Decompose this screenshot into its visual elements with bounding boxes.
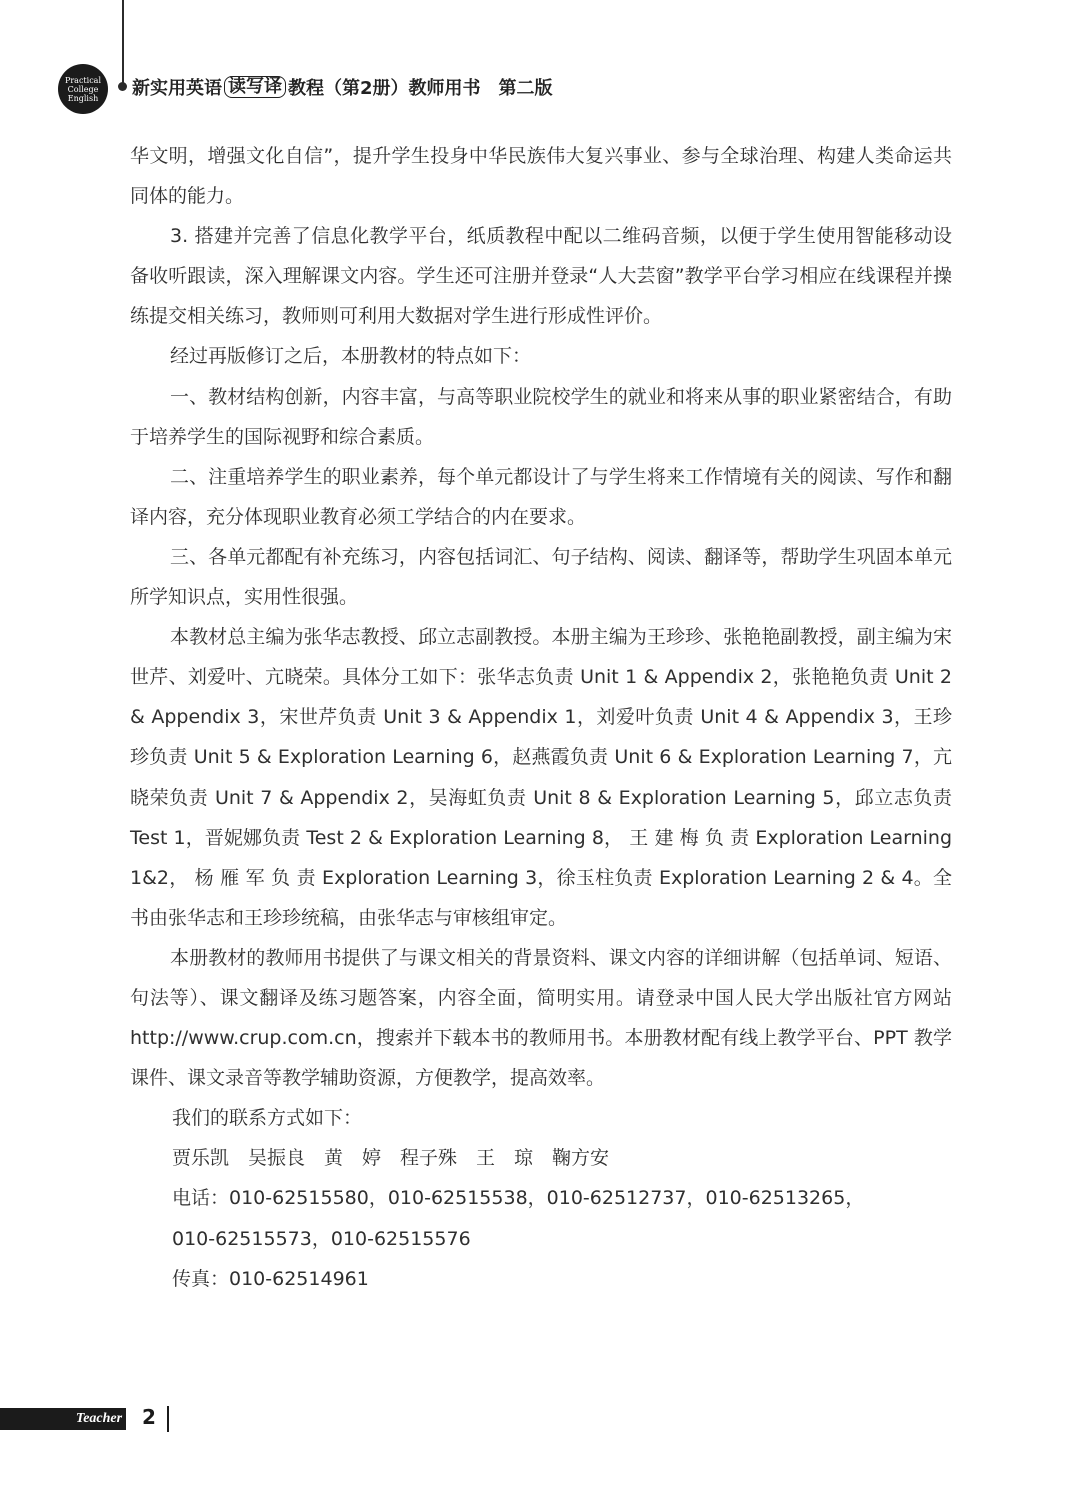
book-title (132, 74, 553, 100)
practical-college-english-logo (58, 64, 108, 114)
paragraph-platform: 3. 搭建并完善了信息化教学平台，纸质教程中配以二维码音频，以便于学生使用智能移动设备收听跟读，深入理解课文内容。学生还可注册并登录“人大芸窗”教学平台学习相应在线课程并操练提交相关练习，教师则可利用大数据对学生进行形成性评价。 (130, 225, 952, 328)
paragraph-feature-1: 一、教材结构创新，内容丰富，与高等职业院校学生的就业和将来从事的职业紧密结合，有助于培养学生的国际视野和综合素质。 (130, 385, 952, 448)
header-vertical-rule (122, 0, 124, 88)
contact-names: 贾乐凯 吴振良 黄 婷 程子殊 王 琼 鞠方安 (172, 1147, 610, 1170)
logo-line-2: College (67, 84, 99, 94)
paragraph-teacher-book: 本册教材的教师用书提供了与课文相关的背景资料、课文内容的详细讲解（包括单词、短语、句法等）、课文翻译及练习题答案，内容全面，简明实用。请登录中国人民大学出版社官方网站 http://www.crup.com.cn，搜索并下载本书的教师用书。本册教材配有线上教学平台、PPT 教学课件、课文录音等教学辅助资源，方便教学，提高效率。 (130, 946, 952, 1090)
paragraph-continuation: 华文明，增强文化自信”，提升学生投身中华民族伟大复兴事业、参与全球治理、构建人类命运共同体的能力。 (130, 145, 952, 208)
page-body (130, 136, 952, 1299)
book-title-suffix: 教程（第2册）教师用书 第二版 (288, 78, 553, 99)
page-number-separator (167, 1406, 169, 1432)
contact-intro: 我们的联系方式如下： (172, 1107, 363, 1130)
contact-phone-line-1: 电话：010-62515580，010-62515538，010-62512737，010-62513265， (172, 1187, 865, 1210)
header-bullet-dot (118, 82, 127, 91)
footer-label: Teacher (75, 1411, 123, 1426)
logo-line-1: Practical (64, 75, 102, 85)
paragraph-features-intro: 经过再版修订之后，本册教材的特点如下： (170, 345, 532, 368)
paragraph-feature-3: 三、各单元都配有补充练习，内容包括词汇、句子结构、阅读、翻译等，帮助学生巩固本单元所学知识点，实用性很强。 (130, 545, 952, 609)
book-title-boxed: 读写译 (224, 76, 286, 98)
contact-phone-line-2: 010-62515573，010-62515576 (172, 1227, 471, 1250)
logo-line-3: English (67, 93, 99, 103)
page-number: 2 (142, 1405, 156, 1429)
paragraph-editors: 本教材总主编为张华志教授、邱立志副教授。本册主编为王珍珍、张艳艳副教授，副主编为宋世芹、刘爱叶、亢晓荣。具体分工如下：张华志负责 Unit 1 & Appendix 2，张艳艳负责 Unit 2 & Appendix 3，宋世芹负责 Unit 3 & Appendix 1，刘爱叶负责 Unit 4 & Appendix 3，王珍珍负责 Unit 5 & Exploration Learning 6，赵燕霞负责 Unit 6 & Exploration Learning 7，亢晓荣负责 Unit 7 & Appendix 2，吴海虹负责 Unit 8 & Exploration Learning 5，邱立志负责 Test 1，晋妮娜负责 Test 2 & Exploration Learning 8， 王 建 梅 负 责 Exploration Learning 1&2， 杨 雁 军 负 责 Exploration Learning 3，徐玉柱负责 Exploration Learning 2 & 4。全书由张华志和王珍珍统稿，由张华志与审核组审定。 (130, 626, 952, 929)
contact-fax: 传真：010-62514961 (172, 1267, 369, 1290)
book-title-prefix: 新实用英语 (132, 78, 222, 99)
paragraph-feature-2: 二、注重培养学生的职业素养，每个单元都设计了与学生将来工作情境有关的阅读、写作和翻译内容，充分体现职业教育必须工学结合的内在要求。 (130, 465, 952, 528)
